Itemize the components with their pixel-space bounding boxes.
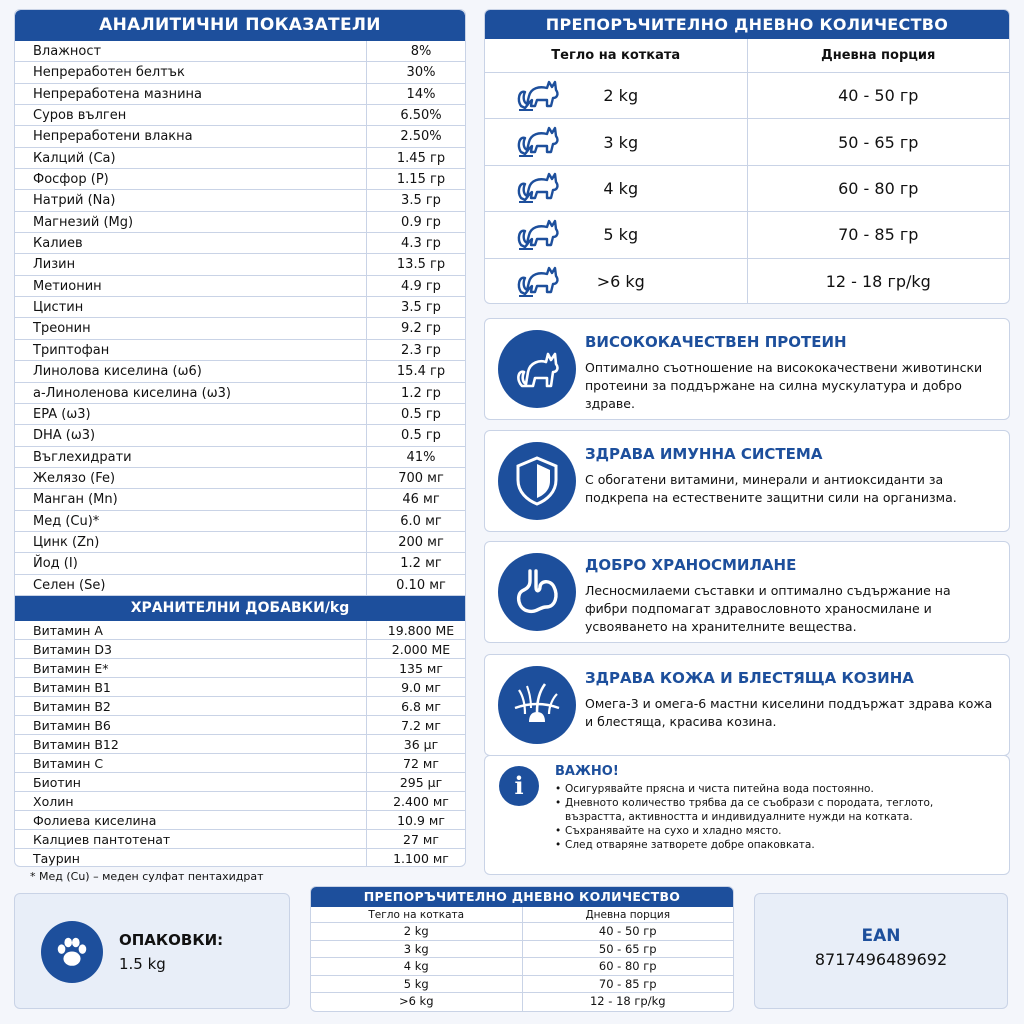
row-value: 1.2 мг <box>400 556 442 572</box>
weight-cell <box>485 212 748 257</box>
feature-description: Оптимално съотношение на висококачествени животински протеини за поддържане на силна мускулатура и добро здраве. <box>585 360 983 411</box>
analytical-title: АНАЛИТИЧНИ ПОКАЗАТЕЛИ <box>15 10 465 41</box>
analytical-panel <box>14 9 466 867</box>
feeding-row <box>485 259 1009 304</box>
weight-value: 2 kg <box>603 86 639 106</box>
table-row <box>15 62 465 83</box>
feeding-rows <box>485 73 1009 304</box>
feeding-row <box>485 119 1009 165</box>
row-value: 6.50% <box>400 108 442 124</box>
mini-portion-value: 40 - 50 гр <box>598 924 657 938</box>
row-label: EPA (ω3) <box>15 404 367 424</box>
additives-title: ХРАНИТЕЛНИ ДОБАВКИ/kg <box>15 596 465 621</box>
row-label: а-Линоленова киселина (ω3) <box>15 383 367 403</box>
row-label: Холин <box>15 792 367 810</box>
row-value: 295 µг <box>399 774 443 790</box>
cat-icon <box>515 215 565 255</box>
feature-title: ЗДРАВА КОЖА И БЛЕСТЯЩА КОЗИНА <box>585 669 914 687</box>
portion-value: 40 - 50 гр <box>838 86 919 106</box>
weight-value: 5 kg <box>603 225 639 245</box>
row-label: Цистин <box>15 297 367 317</box>
mini-weight-value: 4 kg <box>311 958 523 975</box>
row-value: 15.4 гр <box>396 364 446 380</box>
feeding-row <box>485 166 1009 212</box>
row-value: 19.800 МЕ <box>387 622 455 638</box>
row-value: 2.3 гр <box>401 342 441 358</box>
info-icon: i <box>499 766 539 806</box>
row-label: Витамин B2 <box>15 697 367 715</box>
feeding-row <box>485 212 1009 258</box>
row-value: 36 µг <box>403 736 439 752</box>
row-value: 72 мг <box>403 755 439 771</box>
mini-feeding-row <box>311 958 733 976</box>
weight-value: 3 kg <box>603 132 639 152</box>
feeding-header <box>485 39 1009 73</box>
row-value: 6.0 мг <box>400 513 442 529</box>
weight-cell <box>485 166 748 211</box>
feature-title: ДОБРО ХРАНОСМИЛАНЕ <box>585 556 797 574</box>
table-row <box>15 511 465 532</box>
table-row <box>15 276 465 297</box>
row-label: Витамин E* <box>15 659 367 677</box>
table-row <box>15 126 465 147</box>
packaging-box <box>14 893 290 1009</box>
table-row <box>15 811 465 830</box>
mini-feeding-title: ПРЕПОРЪЧИТЕЛНО ДНЕВНО КОЛИЧЕСТВО <box>311 887 733 907</box>
ean-value: 8717496489692 <box>814 950 948 969</box>
mini-feeding-row <box>311 923 733 941</box>
row-value: 8% <box>410 44 432 59</box>
mini-feeding-header <box>311 907 733 923</box>
ean-label: EAN <box>861 926 901 946</box>
table-row <box>15 468 465 489</box>
weight-cell <box>485 119 748 164</box>
row-value: 7.2 мг <box>401 717 441 733</box>
table-row <box>15 318 465 339</box>
row-label: Калиев <box>15 233 367 253</box>
feature-title: ВИСОКОКАЧЕСТВЕН ПРОТЕИН <box>585 333 847 351</box>
row-label: Калций (Ca) <box>15 148 367 168</box>
table-row <box>15 575 465 596</box>
row-value: 200 мг <box>398 534 444 550</box>
row-label: Непреработени влакна <box>15 126 367 146</box>
table-row <box>15 553 465 574</box>
row-label: Калциев пантотенат <box>15 830 367 848</box>
table-row <box>15 621 465 640</box>
analytical-rows <box>15 41 465 596</box>
row-value: 2.400 мг <box>393 793 449 809</box>
table-row <box>15 297 465 318</box>
weight-cell <box>485 259 748 304</box>
table-row <box>15 233 465 254</box>
table-row <box>15 489 465 510</box>
feature-card <box>484 430 1010 532</box>
packaging-label: ОПАКОВКИ: <box>119 931 224 949</box>
row-value: 41% <box>406 449 436 465</box>
row-label: Витамин D3 <box>15 640 367 658</box>
row-label: Триптофан <box>15 340 367 360</box>
row-label: Фосфор (P) <box>15 169 367 189</box>
table-row <box>15 697 465 716</box>
row-label: Суров вълген <box>15 105 367 125</box>
row-label: Витамин C <box>15 754 367 772</box>
feature-title: ЗДРАВА ИМУННА СИСТЕМА <box>585 445 823 463</box>
feeding-title: ПРЕПОРЪЧИТЕЛНО ДНЕВНО КОЛИЧЕСТВО <box>485 10 1009 39</box>
table-row <box>15 735 465 754</box>
ean-box <box>754 893 1008 1009</box>
mini-weight-value: 2 kg <box>311 923 523 940</box>
table-row <box>15 254 465 275</box>
shield-icon <box>498 442 576 520</box>
table-row <box>15 190 465 211</box>
row-label: Желязо (Fe) <box>15 468 367 488</box>
table-row <box>15 678 465 697</box>
table-row <box>15 532 465 553</box>
row-value: 13.5 гр <box>396 257 446 273</box>
row-label: Треонин <box>15 318 367 338</box>
row-label: Метионин <box>15 276 367 296</box>
important-item: • Съхранявайте на сухо и хладно място. <box>555 824 995 838</box>
table-row <box>15 105 465 126</box>
feature-card <box>484 654 1010 756</box>
mini-feeding-row <box>311 993 733 1011</box>
table-row <box>15 754 465 773</box>
cat-icon <box>515 76 565 116</box>
row-value: 27 мг <box>403 831 439 847</box>
row-value: 2.000 МЕ <box>391 641 451 657</box>
mini-weight-value: 5 kg <box>311 976 523 993</box>
row-value: 9.2 гр <box>401 321 441 337</box>
table-row <box>15 830 465 849</box>
important-title: ВАЖНО! <box>555 764 619 779</box>
table-row <box>15 425 465 446</box>
row-value: 135 мг <box>399 660 443 676</box>
row-value: 9.0 мг <box>401 679 441 695</box>
table-row <box>15 41 465 62</box>
row-value: 6.8 мг <box>401 698 441 714</box>
mini-feeding-row <box>311 941 733 959</box>
table-row <box>15 716 465 735</box>
row-value: 700 мг <box>398 470 444 486</box>
portion-value: 70 - 85 гр <box>838 225 919 245</box>
mini-portion-value: 50 - 65 гр <box>598 941 657 956</box>
weight-value: >6 kg <box>596 272 645 292</box>
table-row <box>15 447 465 468</box>
row-label: Въглехидрати <box>15 447 367 467</box>
table-row <box>15 148 465 169</box>
feature-description: Омега-3 и омега-6 мастни киселини поддържат здрава кожа и блестяща, красива козина. <box>585 696 993 729</box>
table-row <box>15 404 465 425</box>
col-weight: Тегло на котката <box>485 39 748 72</box>
table-row <box>15 340 465 361</box>
row-label: Биотин <box>15 773 367 791</box>
cat-icon <box>515 122 565 162</box>
table-row <box>15 640 465 659</box>
table-row <box>15 361 465 382</box>
row-label: Линолова киселина (ω6) <box>15 361 367 381</box>
important-item: • След отваряне затворете добре опаковката. <box>555 838 995 852</box>
table-row <box>15 849 465 867</box>
row-value: 0.5 гр <box>401 428 441 444</box>
row-value: 30% <box>406 65 436 81</box>
row-value: 3.5 гр <box>401 300 441 316</box>
row-label: Манган (Mn) <box>15 489 367 509</box>
footnote: * Мед (Cu) – меден сулфат пентахидрат <box>30 870 264 883</box>
row-value: 1.2 гр <box>401 385 441 401</box>
row-label: DHA (ω3) <box>15 425 367 445</box>
row-label: Фолиева киселина <box>15 811 367 829</box>
row-label: Витамин B1 <box>15 678 367 696</box>
cat-icon <box>515 168 565 208</box>
row-value: 1.15 гр <box>396 172 446 188</box>
important-box <box>484 755 1010 875</box>
row-label: Влажност <box>15 41 367 61</box>
mini-feeding-row <box>311 976 733 994</box>
mini-portion-value: 12 - 18 гр/kg <box>589 994 666 1009</box>
mini-weight-value: >6 kg <box>311 993 523 1011</box>
important-item: • Осигурявайте прясна и чиста питейна вода постоянно. <box>555 782 995 796</box>
row-label: Таурин <box>15 849 367 867</box>
feeding-row <box>485 73 1009 119</box>
row-label: Натрий (Na) <box>15 190 367 210</box>
table-row <box>15 659 465 678</box>
table-row <box>15 383 465 404</box>
mini-col-weight: Тегло на котката <box>311 907 523 922</box>
cat-icon <box>498 330 576 408</box>
row-label: Магнезий (Mg) <box>15 212 367 232</box>
additives-rows <box>15 621 465 867</box>
row-label: Непреработена мазнина <box>15 84 367 104</box>
cat-icon <box>515 262 565 302</box>
row-label: Непреработен белтък <box>15 62 367 82</box>
row-label: Витамин B12 <box>15 735 367 753</box>
feature-card <box>484 318 1010 420</box>
mini-portion-value: 60 - 80 гр <box>598 959 657 974</box>
row-label: Йод (I) <box>15 553 367 573</box>
portion-value: 60 - 80 гр <box>838 178 919 198</box>
mini-feeding-rows <box>311 923 733 1011</box>
important-list <box>555 782 995 852</box>
row-value: 0.10 мг <box>396 577 446 593</box>
row-value: 46 мг <box>402 492 440 508</box>
mini-portion-value: 70 - 85 гр <box>598 976 657 991</box>
row-value: 0.9 гр <box>401 214 441 230</box>
table-row <box>15 169 465 190</box>
table-row <box>15 773 465 792</box>
row-label: Цинк (Zn) <box>15 532 367 552</box>
row-label: Витамин A <box>15 621 367 639</box>
important-item: • Дневното количество трябва да се съобрази с породата, теглото, възрастта, активността и индивидуалните нужди на котката. <box>555 796 995 824</box>
paw-icon <box>41 921 103 983</box>
mini-weight-value: 3 kg <box>311 941 523 958</box>
portion-value: 12 - 18 гр/kg <box>825 272 931 292</box>
weight-cell <box>485 73 748 118</box>
row-value: 3.5 гр <box>401 193 441 209</box>
portion-value: 50 - 65 гр <box>838 132 919 152</box>
table-row <box>15 212 465 233</box>
feature-description: Лесносмилаеми съставки и оптимално съдържание на фибри подпомагат здравословното храносмилане и усвояването на хранителните вещества. <box>585 583 951 634</box>
weight-value: 4 kg <box>603 178 639 198</box>
table-row <box>15 792 465 811</box>
row-value: 14% <box>406 86 436 102</box>
packaging-value: 1.5 kg <box>119 955 166 973</box>
col-portion: Дневна порция <box>821 48 936 63</box>
row-value: 10.9 мг <box>397 812 445 828</box>
hair-follicle-icon <box>498 666 576 744</box>
row-value: 1.45 гр <box>396 150 446 166</box>
row-label: Селен (Se) <box>15 575 367 595</box>
table-row <box>15 84 465 105</box>
mini-feeding-table <box>310 886 734 1012</box>
mini-col-portion: Дневна порция <box>585 909 671 921</box>
feeding-table <box>484 9 1010 304</box>
feature-card <box>484 541 1010 643</box>
row-value: 2.50% <box>400 129 442 145</box>
row-value: 4.3 гр <box>401 236 441 252</box>
feature-description: С обогатени витамини, минерали и антиоксиданти за подкрепа на естествените защитни сили на организма. <box>585 472 957 505</box>
row-value: 4.9 гр <box>401 278 441 294</box>
row-label: Мед (Cu)* <box>15 511 367 531</box>
row-value: 0.5 гр <box>401 406 441 422</box>
stomach-icon <box>498 553 576 631</box>
row-label: Витамин B6 <box>15 716 367 734</box>
row-value: 1.100 мг <box>393 850 449 866</box>
row-label: Лизин <box>15 254 367 274</box>
